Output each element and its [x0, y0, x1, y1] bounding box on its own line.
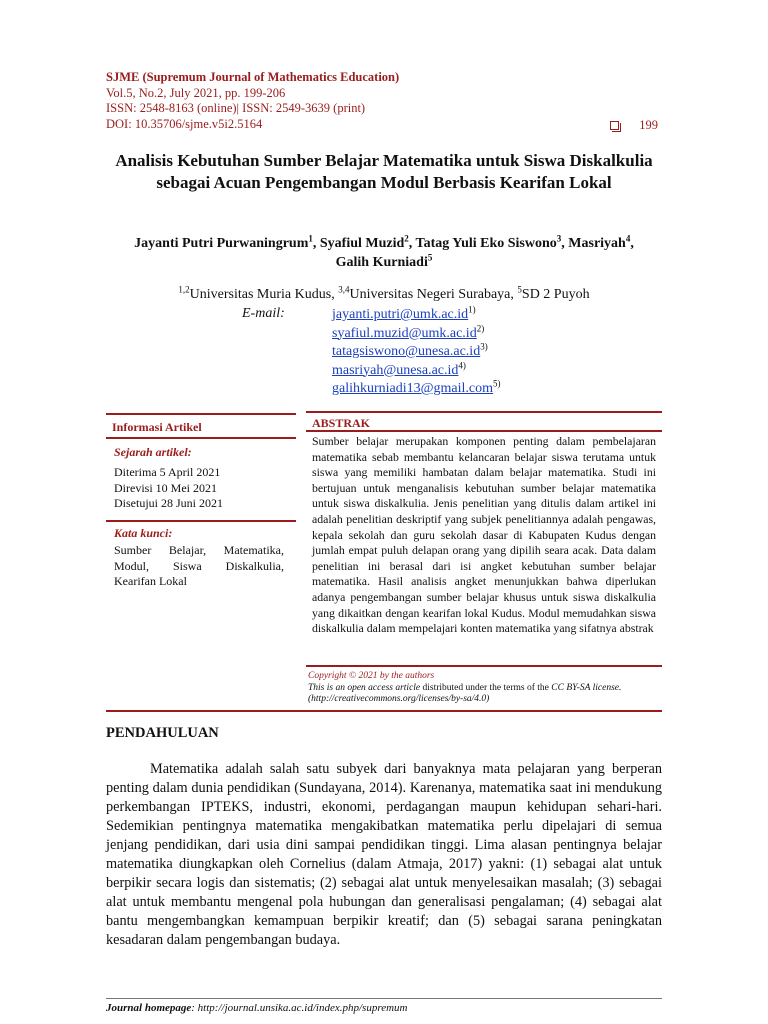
- affil-sup: 1,2: [178, 284, 190, 295]
- keywords: Sumber Belajar, Matematika, Modul, Siswa Diskalkulia, Kearifan Lokal: [114, 543, 284, 588]
- author-sup: 2: [404, 233, 409, 244]
- journal-header: [106, 70, 399, 132]
- author-name: Tatag Yuli Eko Siswono: [415, 236, 557, 251]
- email-item: [332, 306, 501, 325]
- author-sup: 1: [308, 233, 313, 244]
- email-item: [332, 359, 501, 381]
- email-link[interactable]: tatagsiswono@unesa.ac.id: [332, 344, 481, 359]
- email-sup: 2): [476, 322, 485, 333]
- license-text: distributed under the terms of the: [420, 682, 552, 693]
- top-rule-left: [106, 413, 296, 415]
- email-item: [332, 322, 501, 344]
- email-sup: 5): [493, 378, 501, 389]
- footer-label: Journal homepage: [106, 1002, 192, 1014]
- email-sup: 4): [458, 359, 466, 370]
- license-line: [308, 683, 668, 695]
- license-name: CC BY-SA license.: [551, 682, 622, 693]
- copyright-block: [308, 671, 668, 706]
- author-list: Jayanti Putri Purwaningrum$^1$, Syafiul Muzid$^2$, Tatag Yuli Eko Siswono$^3$, Masriyah$^4$, Galih Kurniadi$^5$: [134, 233, 634, 270]
- email-link[interactable]: masriyah@unesa.ac.id: [332, 362, 459, 378]
- affil-text: Universitas Negeri Surabaya,: [349, 287, 518, 302]
- section-heading: PENDAHULUAN: [106, 725, 219, 741]
- affil-sup: 5: [517, 284, 522, 295]
- copyright-line: Copyright © 2021 by the authors: [308, 671, 435, 681]
- email-item: [332, 380, 501, 399]
- info-rule: [106, 437, 296, 439]
- email-item: [332, 343, 501, 362]
- keywords-rule: [106, 520, 296, 522]
- journal-doi: DOI: 10.35706/sjme.v5i2.5164: [106, 116, 263, 131]
- footer-url[interactable]: : http://journal.unsika.ac.id/index.php/supremum: [191, 1002, 408, 1014]
- email-label: E-mail:: [242, 306, 285, 321]
- email-sup: 1): [468, 304, 476, 315]
- article-info-heading: Informasi Artikel: [112, 420, 202, 434]
- page-number: 199: [639, 118, 658, 132]
- author-sup: 5: [427, 252, 433, 263]
- body-paragraph: Matematika adalah salah satu subyek dari banyaknya mata pelajaran yang berperan penting dalam dunia pendidikan (Sundayana, 2014). Karenanya, matematika saat ini mendukung perkembangan IPTEKS, industri, ekonomi, perdagangan maupun kehidupan sehari-hari. Sedemikian pentingnya matematika mengakibatkan matematika perlu dipelajari di semua jenjang pendidikan, dari usia dini sampai pendidikan tinggi. Lima alasan pentingnya belajar matematika diungkapkan oleh Cornelius (dalam Atmaja, 2017) yakni: (1) sebagai alat untuk berpikir secara logis dan sistematis; (2) sebagai alat untuk menyelesaikan masalah; (3) sebagai alat untuk membantu mengenal pola hubungan dan generalisasi pengalaman; (4) sebagai alat bantu mengembangkan kemampuan berpikir kreatif; dan (5) sebagai sarana peningkatan kesadaran dalam pengembangan budaya.: [106, 761, 662, 948]
- email-link[interactable]: jayanti.putri@umk.ac.id: [332, 307, 469, 322]
- author-sup: 3: [556, 233, 562, 244]
- paper-title: Analisis Kebutuhan Sumber Belajar Matematika untuk Siswa Diskalkulia sebagai Acuan Pengembangan Modul Berbasis Kearifan Lokal: [115, 151, 653, 192]
- affil-sup: 3,4: [338, 284, 350, 295]
- license-text: This is an open access article: [308, 682, 421, 693]
- author-name: Jayanti Putri Purwaningrum: [134, 236, 309, 251]
- email-sup: 3): [480, 341, 488, 352]
- footer-rule: [106, 998, 662, 999]
- affil-text: Universitas Muria Kudus,: [189, 287, 339, 302]
- email-link[interactable]: galihkurniadi13@gmail.com: [332, 381, 494, 396]
- journal-name: SJME (Supremum Journal of Mathematics Education): [106, 70, 400, 84]
- author-name: Galih Kurniadi: [335, 255, 428, 270]
- author-sup: 4: [625, 233, 631, 244]
- journal-volume: Vol.5, No.2, July 2021, pp. 199-206: [106, 85, 286, 100]
- bottom-rule: [106, 710, 662, 712]
- article-history: [114, 465, 223, 512]
- author-name: Masriyah: [568, 236, 626, 251]
- keywords-heading: Kata kunci:: [114, 526, 173, 540]
- journal-issn: ISSN: 2548-8163 (online)| ISSN: 2549-3639 (print): [106, 101, 366, 115]
- license-url: (http://creativecommons.org/licenses/by-sa/4.0): [308, 694, 490, 704]
- abstract-text: Sumber belajar merupakan komponen penting dalam pembelajaran matematika sebab membantu kelancaran belajar siswa terutama untuk siswa yang memiliki hambatan dalam belajar matematika. Studi ini bertujuan untuk menganalisis kebutuhan sumber belajar matematika untuk siswa diskalkulia. Jenis penelitian yang ditulis dalam artikel ini adalah penelitian deskriptif yang subjek penelitiannya adalah pengawas, kepala sekolah dan guru sekolah dasar di Kabupaten Kudus dengan jumlah empat puluh delapan orang yang dipilih seara acak. Data dalam penelitian ini berasal dari isi angket kebutuhan sumber belajar matematika. Hasil analisis angket menunjukkan bahwa diperlukan adanya pengembangan sumber belajar khusus untuk siswa diskalkulia yang dikaitkan dengan kearifan lokal Kudus. Modul memudahkan siswa diskalkulia dalam mempelajari konten matematika yang sifatnya abstrak: [312, 434, 656, 636]
- email-link[interactable]: syafiul.muzid@umk.ac.id: [332, 325, 477, 341]
- top-rule-right: [306, 411, 662, 413]
- page-number-area: [610, 118, 658, 133]
- copyright-rule: [306, 665, 662, 667]
- revised-date: Direvisi 10 Mei 2021: [114, 480, 217, 495]
- abstract-rule: [306, 430, 662, 432]
- affiliation: [106, 286, 662, 304]
- accepted-date: Disetujui 28 Juni 2021: [114, 496, 224, 510]
- affil-text: SD 2 Puyoh: [521, 287, 590, 302]
- history-heading: Sejarah artikel:: [114, 445, 192, 459]
- author-name: Syafiul Muzid: [319, 236, 405, 251]
- received-date: Diterima 5 April 2021: [114, 465, 221, 479]
- box-icon: [610, 121, 619, 130]
- abstract-heading: ABSTRAK: [312, 416, 371, 430]
- email-list: [332, 306, 501, 399]
- footer: [106, 1002, 407, 1014]
